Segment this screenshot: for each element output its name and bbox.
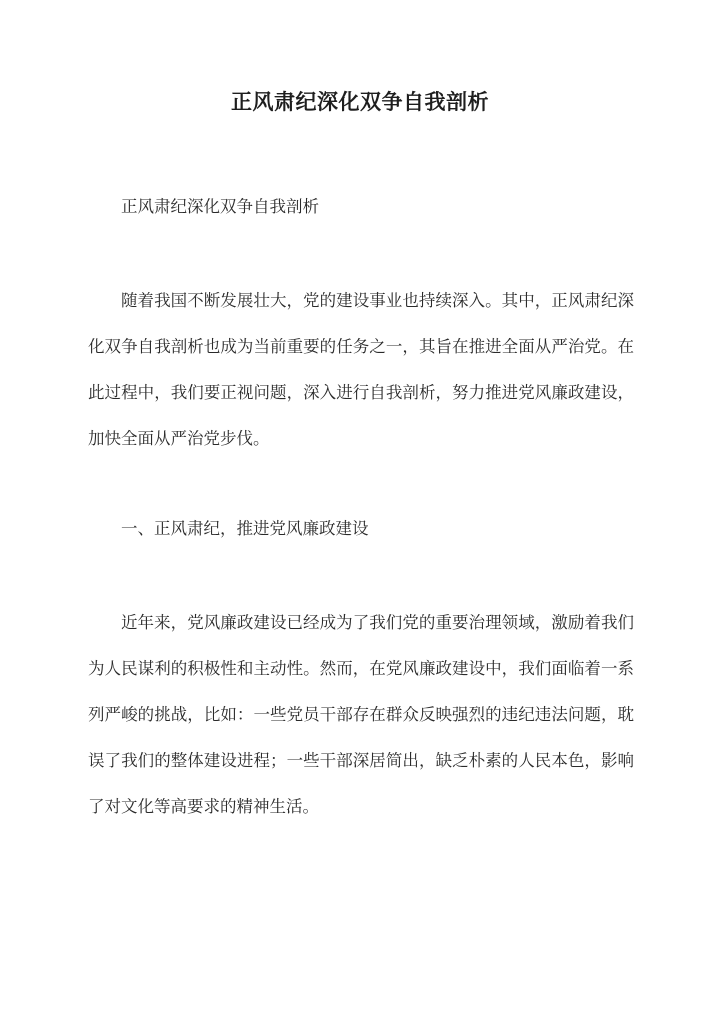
document-subtitle: 正风肃纪深化双争自我剖析	[121, 197, 319, 216]
section-one-heading: 一、正风肃纪，推进党风廉政建设	[121, 519, 369, 538]
intro-paragraph: 随着我国不断发展壮大，党的建设事业也持续深入。其中，正风肃纪深化双争自我剖析也成为当前重要的任务之一，其旨在推进全面从严治党。在此过程中，我们要正视问题，深入进行自我剖析，努力推进党风廉政建设，加快全面从严治党步伐。	[88, 291, 634, 448]
section-one-paragraph: 近年来，党风廉政建设已经成为了我们党的重要治理领域，激励着我们为人民谋利的积极性和主动性。然而，在党风廉政建设中，我们面临着一系列严峻的挑战，比如：一些党员干部存在群众反映强烈的违纪违法问题，耽误了我们的整体建设进程；一些干部深居简出，缺乏朴素的人民本色，影响了对文化等高要求的精神生活。	[88, 613, 634, 816]
document-title: 正风肃纪深化双争自我剖析	[231, 89, 489, 114]
